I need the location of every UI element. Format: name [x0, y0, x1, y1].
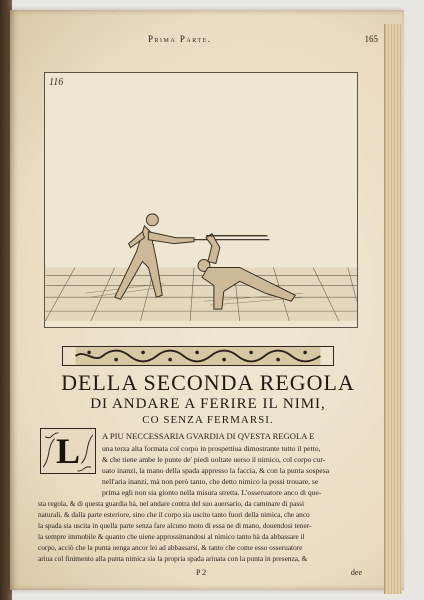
body-line: una terza alta formata col corpo in prospettiua dimostrante tutto il petto,	[102, 444, 321, 453]
running-title: Prima Parte.	[148, 34, 212, 44]
chapter-heading-line2: DI ANDARE A FERIRE IL NIMI,	[90, 396, 326, 412]
body-line: A PIU NECCESSARIA GVARDIA DI QVESTA REGOLA E	[102, 431, 315, 441]
body-line: naturali, & dalla parte esteriore, sino che il corpo sia uscito tanto fuori della nimica, che anco	[38, 510, 310, 519]
body-line: sta regola, & di questa guardia hà, nel andare contra del suo auersario, da caminare di passi	[38, 499, 305, 508]
signature-mark: P 2	[196, 568, 207, 577]
page-edge	[384, 24, 402, 594]
drop-cap	[40, 428, 96, 474]
page-number: 165	[364, 34, 378, 44]
body-line: nell'aria inanzi, mà non però tanto, che detto nimico la possi trouare, se	[102, 477, 319, 486]
fencing-illustration	[44, 72, 358, 328]
fencing-engraving	[45, 73, 357, 327]
decorative-band	[62, 346, 334, 366]
body-line: corpo, acciò che la punta uenga ancor lei ad abbassarsi, & tanto che come esso osseruatore	[38, 543, 303, 552]
chapter-heading-line3: CO SENZA FERMARSI.	[142, 414, 274, 426]
drop-cap-letter: L	[55, 431, 80, 471]
body-line: la sempre immobile & quanto che uiene approssimandosi al nimico tanto hà da abbassare il	[38, 532, 305, 541]
body-line: la spada sia uscita in quella parte senza fare alcuno moto di essa ne di mano, douendosi tener-	[38, 521, 312, 530]
body-line: & che tiene ambe le punte de' piedi uoltate uerso il nimico, col corpo cur-	[102, 455, 326, 464]
catchword: dee	[350, 568, 362, 577]
body-line: uato inanzi, la mano della spada appresso la faccia, & con la punta sospesa	[102, 466, 330, 475]
body-line: ariua col finimento alla punta nimica sia la propria spada ariuata con la punta in presenza, &	[38, 554, 308, 563]
plate-number: 116	[49, 77, 64, 88]
running-head	[48, 34, 378, 50]
vine-ornament	[63, 347, 333, 365]
book-page	[10, 10, 404, 590]
chapter-heading-line1: DELLA SECONDA REGOLA	[61, 370, 355, 395]
body-line: prima egli non sia gionto nella misura stretta. L'osseruatore anco di que-	[102, 488, 322, 497]
